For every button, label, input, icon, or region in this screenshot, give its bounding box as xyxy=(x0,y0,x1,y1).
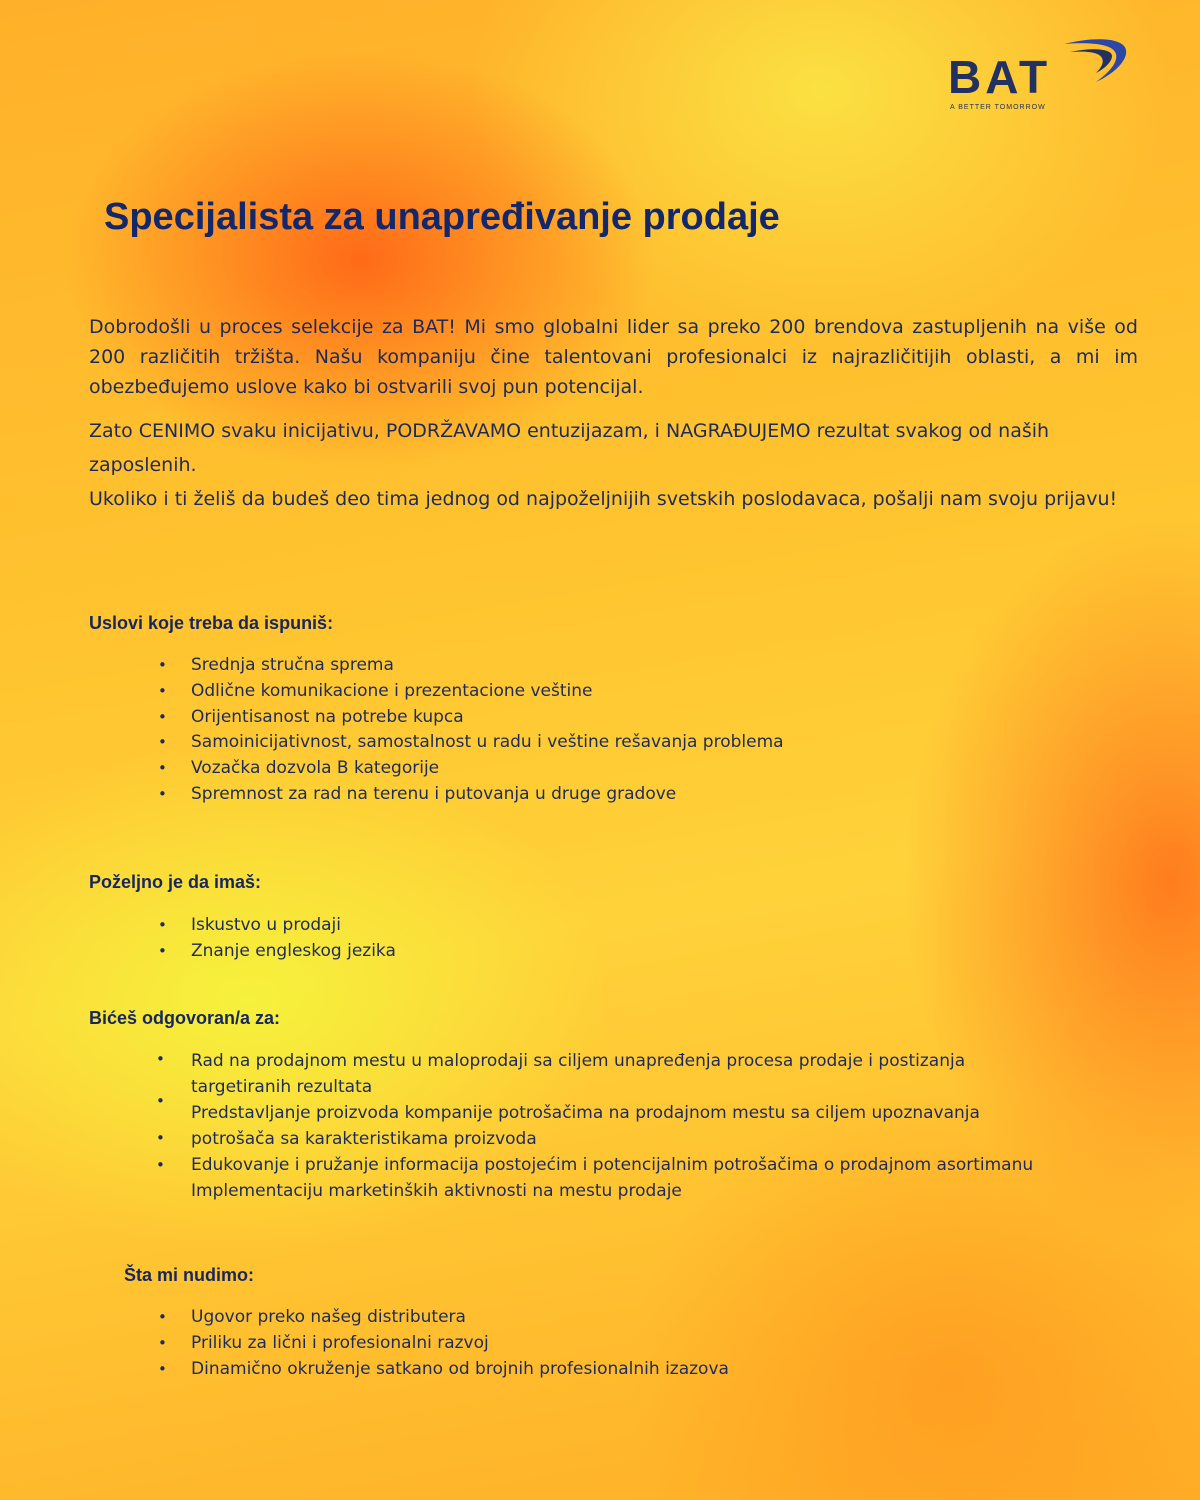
list-item: Rad na prodajnom mestu u maloprodaji sa ciljem unapređenja procesa prodaje i postizanja xyxy=(191,1051,966,1071)
list-item: • Vozačka dozvola B kategorije xyxy=(191,756,784,782)
logo-tagline: A BETTER TOMORROW xyxy=(950,104,1046,111)
list-item: • Iskustvo u prodaji xyxy=(191,913,396,939)
offer-list xyxy=(191,1305,729,1382)
list-item: • Spremnost za rad na terenu i putovanja u druge gradove xyxy=(191,782,784,808)
list-item: • Odlične komunikacione i prezentacione veštine xyxy=(191,679,784,705)
list-item: • Dinamično okruženje satkano od brojnih profesionalnih izazova xyxy=(191,1357,729,1383)
responsibilities-list xyxy=(191,1048,1111,1204)
list-item: Edukovanje i pružanje informacija postojećim i potencijalnim potrošačima o prodajnom asortimanu xyxy=(191,1155,1034,1175)
list-item: • Orijentisanost na potrebe kupca xyxy=(191,705,784,731)
page-title: Specijalista za unapređivanje prodaje xyxy=(104,196,780,238)
cta-paragraph: Ukoliko i ti želiš da budeš deo tima jednog od najpoželjnijih svetskih poslodavaca, pošalji nam svoju prijavu! xyxy=(89,488,1118,510)
list-item: Implementaciju marketinških aktivnosti na mestu prodaje xyxy=(191,1181,682,1201)
desirable-heading: Poželjno je da imaš: xyxy=(89,872,262,892)
list-item: Predstavljanje proizvoda kompanije potrošačima na prodajnom mestu sa ciljem upoznavanja xyxy=(191,1103,980,1123)
offer-heading: Šta mi nudimo: xyxy=(124,1265,254,1285)
intro-paragraph: Dobrodošli u proces selekcije za BAT! Mi smo globalni lider sa preko 200 brendova zastupljenih na više od 200 različitih tržišta. Našu kompaniju čine talentovani profesionalci iz najrazličitijih oblasti, a mi im obezbeđujemo uslove kako bi ostvarili svoj pun potencijal. xyxy=(89,316,1138,398)
list-item: • Priliku za lični i profesionalni razvoj xyxy=(191,1331,729,1357)
list-item: • Srednja stručna sprema xyxy=(191,653,784,679)
bat-logo xyxy=(946,36,1131,116)
list-item: • Znanje engleskog jezika xyxy=(191,939,396,965)
list-item: potrošača sa karakteristikama proizvoda xyxy=(191,1129,537,1149)
bullet-icon: • xyxy=(156,1156,165,1174)
desirable-list xyxy=(191,913,396,965)
values-paragraph: Zato CENIMO svaku inicijativu, PODRŽAVAMO entuzijazam, i NAGRAĐUJEMO rezultat svakog od naših zaposlenih. xyxy=(89,420,1050,476)
list-item: • Ugovor preko našeg distributera xyxy=(191,1305,729,1331)
logo-wordmark: BAT xyxy=(948,51,1052,103)
requirements-heading: Uslovi koje treba da ispuniš: xyxy=(89,613,334,633)
requirements-list xyxy=(191,653,784,808)
list-item: targetiranih rezultata xyxy=(191,1077,373,1097)
bullet-icon: • xyxy=(156,1050,165,1068)
responsibilities-heading: Bićeš odgovoran/a za: xyxy=(89,1008,281,1028)
list-item: • Samoinicijativnost, samostalnost u radu i veštine rešavanja problema xyxy=(191,730,784,756)
bullet-icon: • xyxy=(156,1092,165,1110)
bullet-icon: • xyxy=(156,1129,165,1147)
